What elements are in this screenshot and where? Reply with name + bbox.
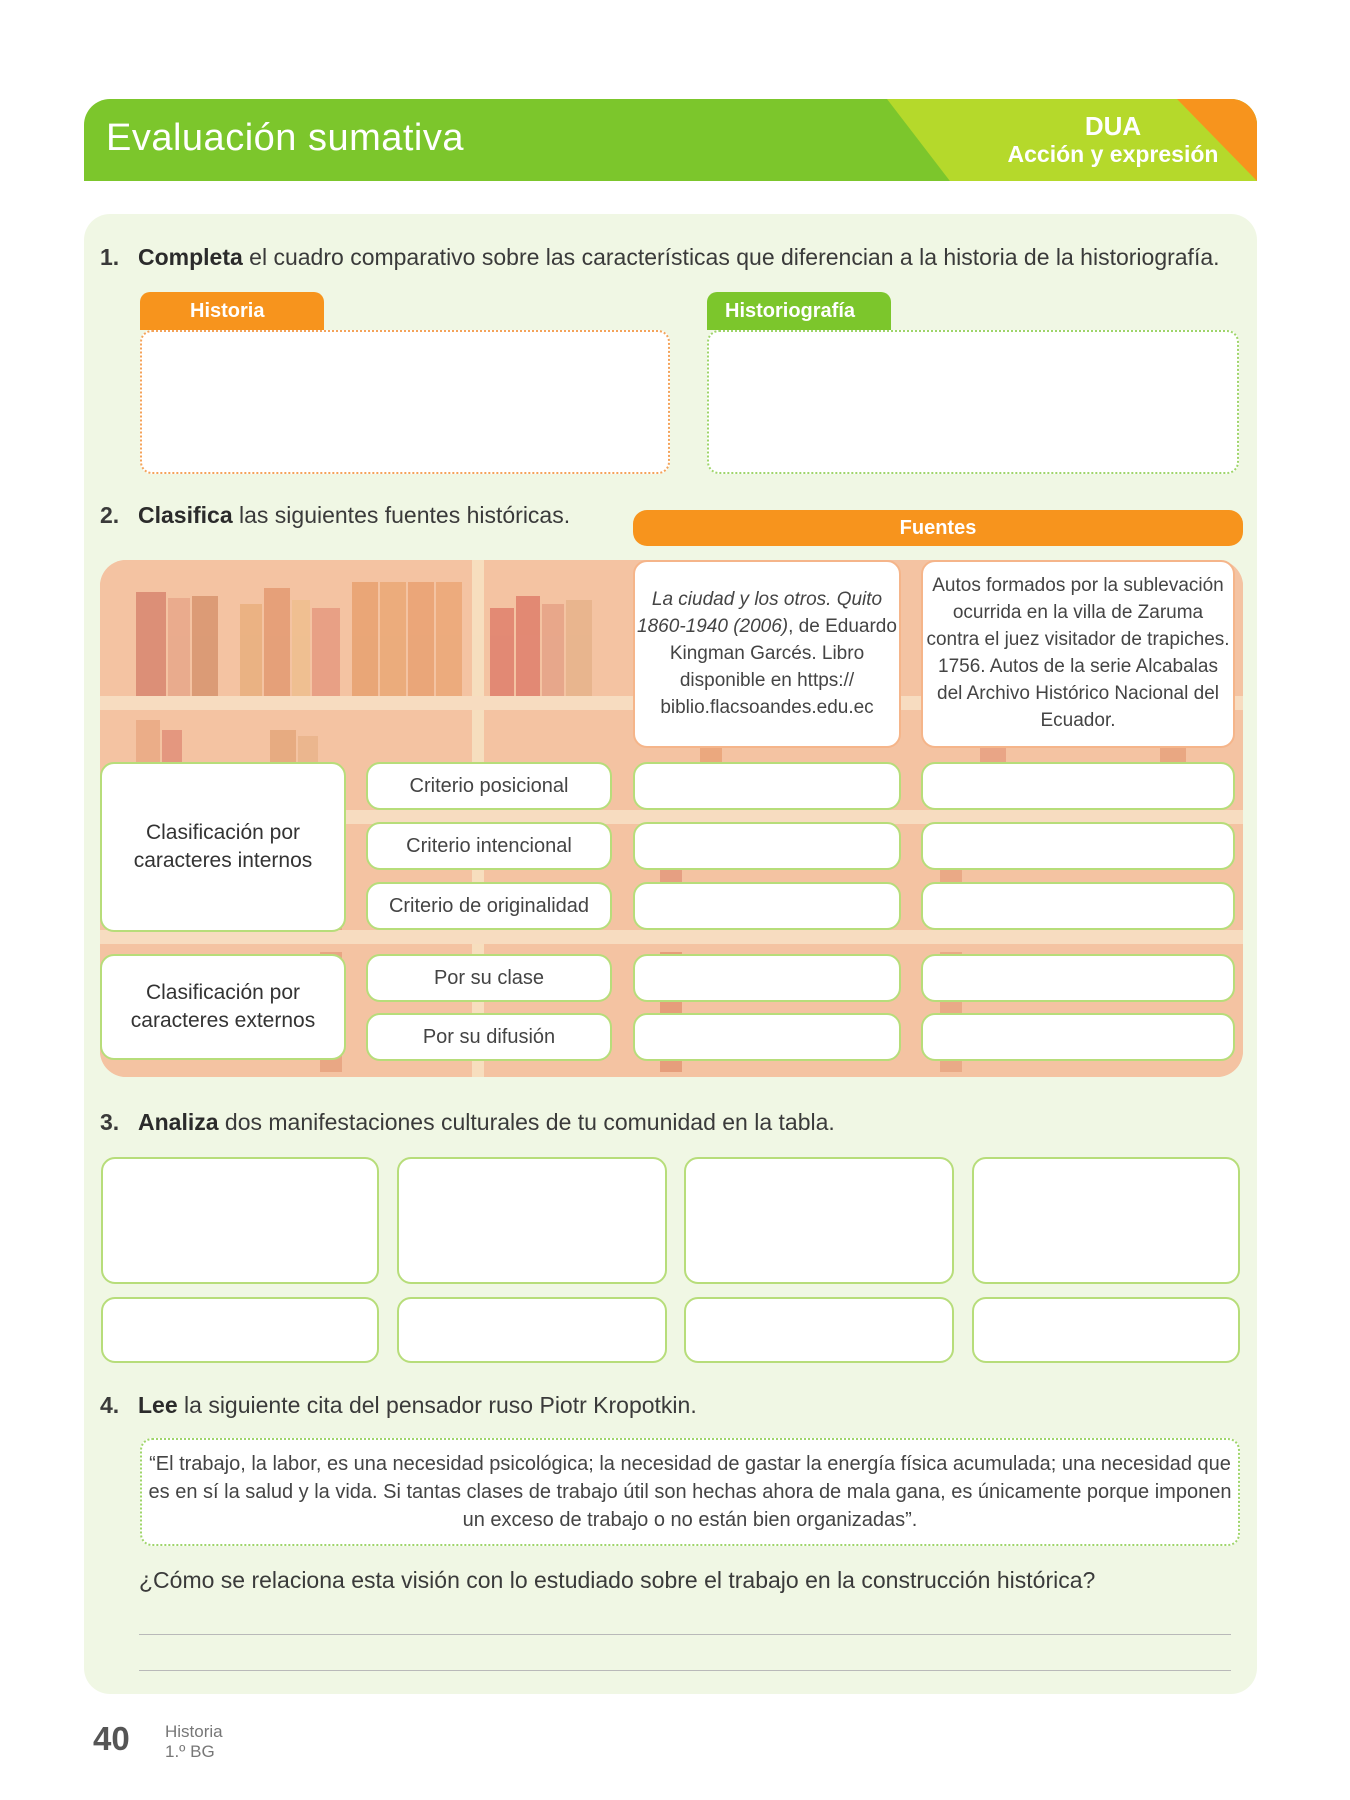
- criterion-intencional: Criterio intencional: [366, 822, 612, 870]
- question-text: las siguientes fuentes históricas.: [232, 502, 571, 528]
- criterion-clase: Por su clase: [366, 954, 612, 1002]
- question-3: [100, 1109, 1240, 1136]
- answer-cell[interactable]: [633, 762, 901, 810]
- fuentes-header: Fuentes: [633, 510, 1243, 546]
- question-verb: Lee: [138, 1392, 178, 1418]
- reflection-question: ¿Cómo se relaciona esta visión con lo estudiado sobre el trabajo en la construcción histórica?: [139, 1567, 1096, 1593]
- question-verb: Analiza: [138, 1109, 219, 1135]
- question-number: 4.: [100, 1392, 120, 1418]
- table-cell[interactable]: [972, 1297, 1240, 1363]
- source-1: [633, 560, 901, 748]
- dua-title: DUA: [1084, 111, 1142, 141]
- question-1: [100, 244, 1240, 271]
- table-cell[interactable]: [972, 1157, 1240, 1284]
- source-1-title: La ciudad y los otros. Quito 1860-1940 (2006): [637, 589, 883, 637]
- answer-box-historia[interactable]: [140, 330, 670, 474]
- answer-cell[interactable]: [921, 762, 1235, 810]
- subject-name: Historia: [165, 1722, 223, 1741]
- criterion-difusion: Por su difusión: [366, 1013, 612, 1061]
- criterion-originalidad: Criterio de originalidad: [366, 882, 612, 930]
- table-cell[interactable]: [684, 1157, 954, 1284]
- answer-box-historiografia[interactable]: [707, 330, 1239, 474]
- answer-cell[interactable]: [633, 954, 901, 1002]
- group-external: Clasificación por caracteres externos: [100, 954, 346, 1060]
- question-number: 1.: [100, 244, 120, 270]
- group-internal: Clasificación por caracteres internos: [100, 762, 346, 932]
- question-text: el cuadro comparativo sobre las características que diferencian a la historia de la historiografía.: [242, 244, 1220, 270]
- table-cell[interactable]: [101, 1157, 379, 1284]
- table-cell[interactable]: [397, 1157, 667, 1284]
- criterion-posicional: Criterio posicional: [366, 762, 612, 810]
- answer-cell[interactable]: [633, 882, 901, 930]
- page-title: Evaluación sumativa: [106, 117, 465, 159]
- tab-historia: Historia: [140, 292, 324, 330]
- question-verb: Completa: [138, 244, 243, 270]
- source-1-detail: , de Eduardo Kingman Garcés. Libro disponible en https:// biblio.flacsoandes.edu.ec: [660, 616, 897, 718]
- answer-line[interactable]: [139, 1670, 1231, 1671]
- page-number: 40: [93, 1720, 130, 1757]
- question-2: [100, 502, 640, 529]
- tab-historiografia: Historiografía: [707, 292, 891, 330]
- question-verb: Clasifica: [138, 502, 233, 528]
- question-number: 2.: [100, 502, 120, 528]
- dua-label: [993, 111, 1233, 167]
- table-cell[interactable]: [684, 1297, 954, 1363]
- header-banner: [84, 99, 1257, 181]
- answer-cell[interactable]: [921, 954, 1235, 1002]
- table-cell[interactable]: [101, 1297, 379, 1363]
- source-2: Autos formados por la sublevación ocurrida en la villa de Zaruma contra el juez visitador de trapiches. 1756. Autos de la serie Alcabalas del Archivo Histórico Nacional del Ecuador.: [921, 560, 1235, 748]
- answer-line[interactable]: [139, 1634, 1231, 1635]
- grade-label: 1.º BG: [165, 1742, 215, 1761]
- kropotkin-quote: “El trabajo, la labor, es una necesidad psicológica; la necesidad de gastar la energía física acumulada; una necesidad que es en sí la salud y la vida. Si tantas clases de trabajo útil son hechas ahora de mala gana, es únicamente porque imponen un exceso de trabajo o no están bien organizadas”.: [140, 1438, 1240, 1546]
- question-4: [100, 1392, 1240, 1419]
- answer-cell[interactable]: [633, 1013, 901, 1061]
- table-cell[interactable]: [397, 1297, 667, 1363]
- answer-cell[interactable]: [921, 822, 1235, 870]
- question-number: 3.: [100, 1109, 120, 1135]
- footer-subject: [165, 1722, 223, 1762]
- answer-cell[interactable]: [633, 822, 901, 870]
- answer-cell[interactable]: [921, 1013, 1235, 1061]
- question-text: la siguiente cita del pensador ruso Piotr Kropotkin.: [177, 1392, 697, 1418]
- answer-cell[interactable]: [921, 882, 1235, 930]
- dua-subtitle: Acción y expresión: [1007, 141, 1219, 167]
- question-text: dos manifestaciones culturales de tu comunidad en la tabla.: [218, 1109, 835, 1135]
